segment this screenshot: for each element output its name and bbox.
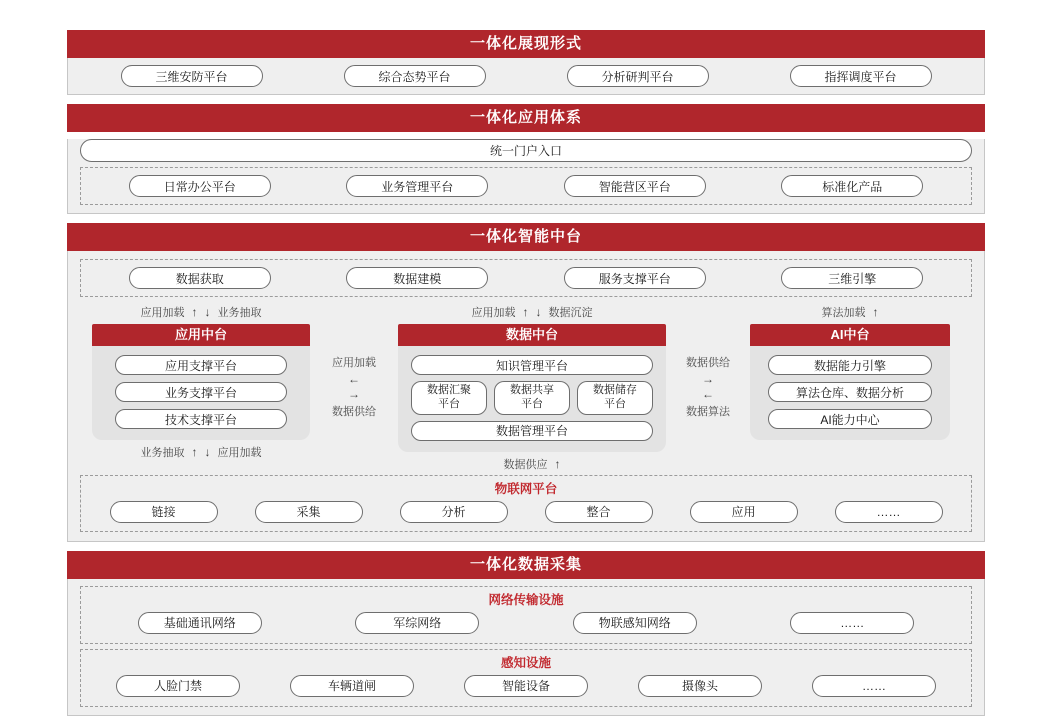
network-pill: 军综网络 [355, 612, 479, 634]
sensing-pill: 人脸门禁 [116, 675, 240, 697]
flow-label: 数据供给 [332, 406, 376, 418]
platform-pill: 数据管理平台 [411, 421, 653, 441]
section-presentation-body [67, 58, 985, 95]
application-pill-row [91, 175, 961, 197]
app-center-pills [92, 346, 310, 440]
iot-platform-box [80, 475, 972, 532]
left-arrow-icon: ← [702, 387, 714, 401]
data-center-box [398, 324, 666, 452]
up-arrow-icon: ↑ [522, 305, 529, 319]
flow-label-row [750, 304, 950, 320]
flow-label-row [398, 304, 666, 320]
unified-portal-pill: 统一门户入口 [80, 139, 972, 162]
ai-center-column [750, 304, 950, 440]
platform-pill: 数据能力引擎 [768, 355, 932, 375]
capability-pill: 服务支撑平台 [564, 267, 706, 289]
pill-line: 平台 [604, 397, 626, 410]
section-application-banner [67, 104, 985, 132]
flow-label: 数据算法 [686, 406, 730, 418]
pill-line: 平台 [438, 397, 460, 410]
flow-gap-right [666, 354, 750, 419]
application-pill-group [80, 167, 972, 205]
flow-label: 业务抽取 [217, 307, 262, 319]
data-sub-pill-row [411, 381, 653, 415]
flow-label: 数据供给 [686, 357, 730, 369]
platform-pill: 算法仓库、数据分析 [768, 382, 932, 402]
platform-pill: 三维安防平台 [121, 65, 263, 87]
section-application [67, 104, 985, 214]
sensing-facility-title: 感知设施 [500, 655, 551, 670]
data-center-title: 数据中台 [398, 324, 666, 346]
flow-label-row [92, 444, 310, 460]
platform-pill [577, 381, 653, 415]
network-pill: …… [790, 612, 914, 634]
down-arrow-icon: ↓ [204, 305, 211, 319]
up-arrow-icon: ↑ [191, 305, 198, 319]
pill-line: 数据储存 [593, 384, 637, 396]
section-collection-banner [67, 551, 985, 579]
middle-platform-grid [80, 304, 972, 472]
section-middle-body [67, 251, 985, 542]
right-arrow-icon: → [348, 387, 360, 401]
sensing-pill: …… [812, 675, 936, 697]
capability-pill: 数据建模 [346, 267, 488, 289]
ai-center-pills [750, 346, 950, 440]
platform-pill [494, 381, 570, 415]
flow-label-row [398, 456, 666, 472]
platform-pill: 智能营区平台 [564, 175, 706, 197]
flow-label: 数据沉淀 [548, 307, 593, 319]
section-middle-banner [67, 223, 985, 251]
iot-pill-row [91, 501, 961, 523]
ai-center-box [750, 324, 950, 440]
app-center-box [92, 324, 310, 440]
up-arrow-icon: ↑ [191, 445, 198, 459]
platform-pill: AI能力中心 [768, 409, 932, 429]
section-data-collection [67, 551, 985, 716]
ai-center-title: AI中台 [750, 324, 950, 346]
section-middle-platform [67, 223, 985, 542]
capability-pill-group [80, 259, 972, 297]
flow-gap-left [310, 354, 398, 419]
iot-pill: 链接 [110, 501, 218, 523]
section-presentation-banner [67, 30, 985, 58]
capability-pill-row [91, 267, 961, 289]
pill-line: 平台 [521, 397, 543, 410]
flow-label: 应用加载 [140, 307, 185, 319]
right-arrow-icon: → [702, 372, 714, 386]
platform-pill: 指挥调度平台 [790, 65, 932, 87]
left-arrow-icon: ← [348, 372, 360, 386]
platform-pill: 分析研判平台 [567, 65, 709, 87]
data-center-column [398, 304, 666, 472]
platform-pill: 日常办公平台 [129, 175, 271, 197]
sensing-pill: 摄像头 [638, 675, 762, 697]
section-presentation [67, 30, 985, 95]
network-pill: 物联感知网络 [573, 612, 697, 634]
pill-line: 数据共享 [510, 384, 554, 396]
section-title: 一体化展现形式 [469, 35, 582, 52]
flow-label: 数据供应 [503, 458, 548, 471]
capability-pill: 三维引擎 [781, 267, 923, 289]
capability-pill: 数据获取 [129, 267, 271, 289]
network-pill: 基础通讯网络 [138, 612, 262, 634]
app-center-column [92, 304, 310, 460]
iot-pill: 应用 [690, 501, 798, 523]
sensing-pill: 智能设备 [464, 675, 588, 697]
network-facility-box [80, 586, 972, 644]
platform-pill: 业务管理平台 [346, 175, 488, 197]
flow-label: 业务抽取 [140, 447, 185, 459]
platform-pill: 知识管理平台 [411, 355, 653, 375]
pill-line: 数据汇聚 [427, 384, 471, 396]
iot-pill: …… [835, 501, 943, 523]
up-arrow-icon: ↑ [872, 305, 879, 319]
platform-pill: 应用支撑平台 [115, 355, 287, 375]
platform-pill: 业务支撑平台 [115, 382, 287, 402]
flow-label: 应用加载 [471, 307, 516, 319]
platform-pill [411, 381, 487, 415]
section-title: 一体化应用体系 [469, 109, 582, 126]
section-title: 一体化智能中台 [469, 228, 582, 245]
iot-pill: 分析 [400, 501, 508, 523]
sensing-pill-row [91, 675, 961, 697]
network-pill-row [91, 612, 961, 634]
sensing-facility-box [80, 649, 972, 707]
iot-pill: 整合 [545, 501, 653, 523]
section-title: 一体化数据采集 [469, 555, 582, 573]
network-facility-title: 网络传输设施 [488, 592, 564, 607]
platform-pill: 综合态势平台 [344, 65, 486, 87]
sensing-pill: 车辆道闸 [290, 675, 414, 697]
iot-platform-title: 物联网平台 [494, 481, 558, 496]
flow-label: 应用加载 [332, 357, 376, 369]
section-collection-body [67, 579, 985, 716]
down-arrow-icon: ↓ [535, 305, 542, 319]
flow-label: 应用加载 [217, 447, 262, 459]
up-arrow-icon: ↑ [554, 456, 561, 471]
flow-label-row [92, 304, 310, 320]
presentation-pill-row [80, 65, 972, 87]
section-application-body [67, 139, 985, 214]
platform-pill: 技术支撑平台 [115, 409, 287, 429]
data-center-pills [398, 346, 666, 452]
flow-label: 算法加载 [821, 307, 866, 319]
architecture-diagram [67, 30, 985, 716]
platform-pill: 标准化产品 [781, 175, 923, 197]
iot-pill: 采集 [255, 501, 363, 523]
down-arrow-icon: ↓ [204, 445, 211, 459]
app-center-title: 应用中台 [92, 324, 310, 346]
